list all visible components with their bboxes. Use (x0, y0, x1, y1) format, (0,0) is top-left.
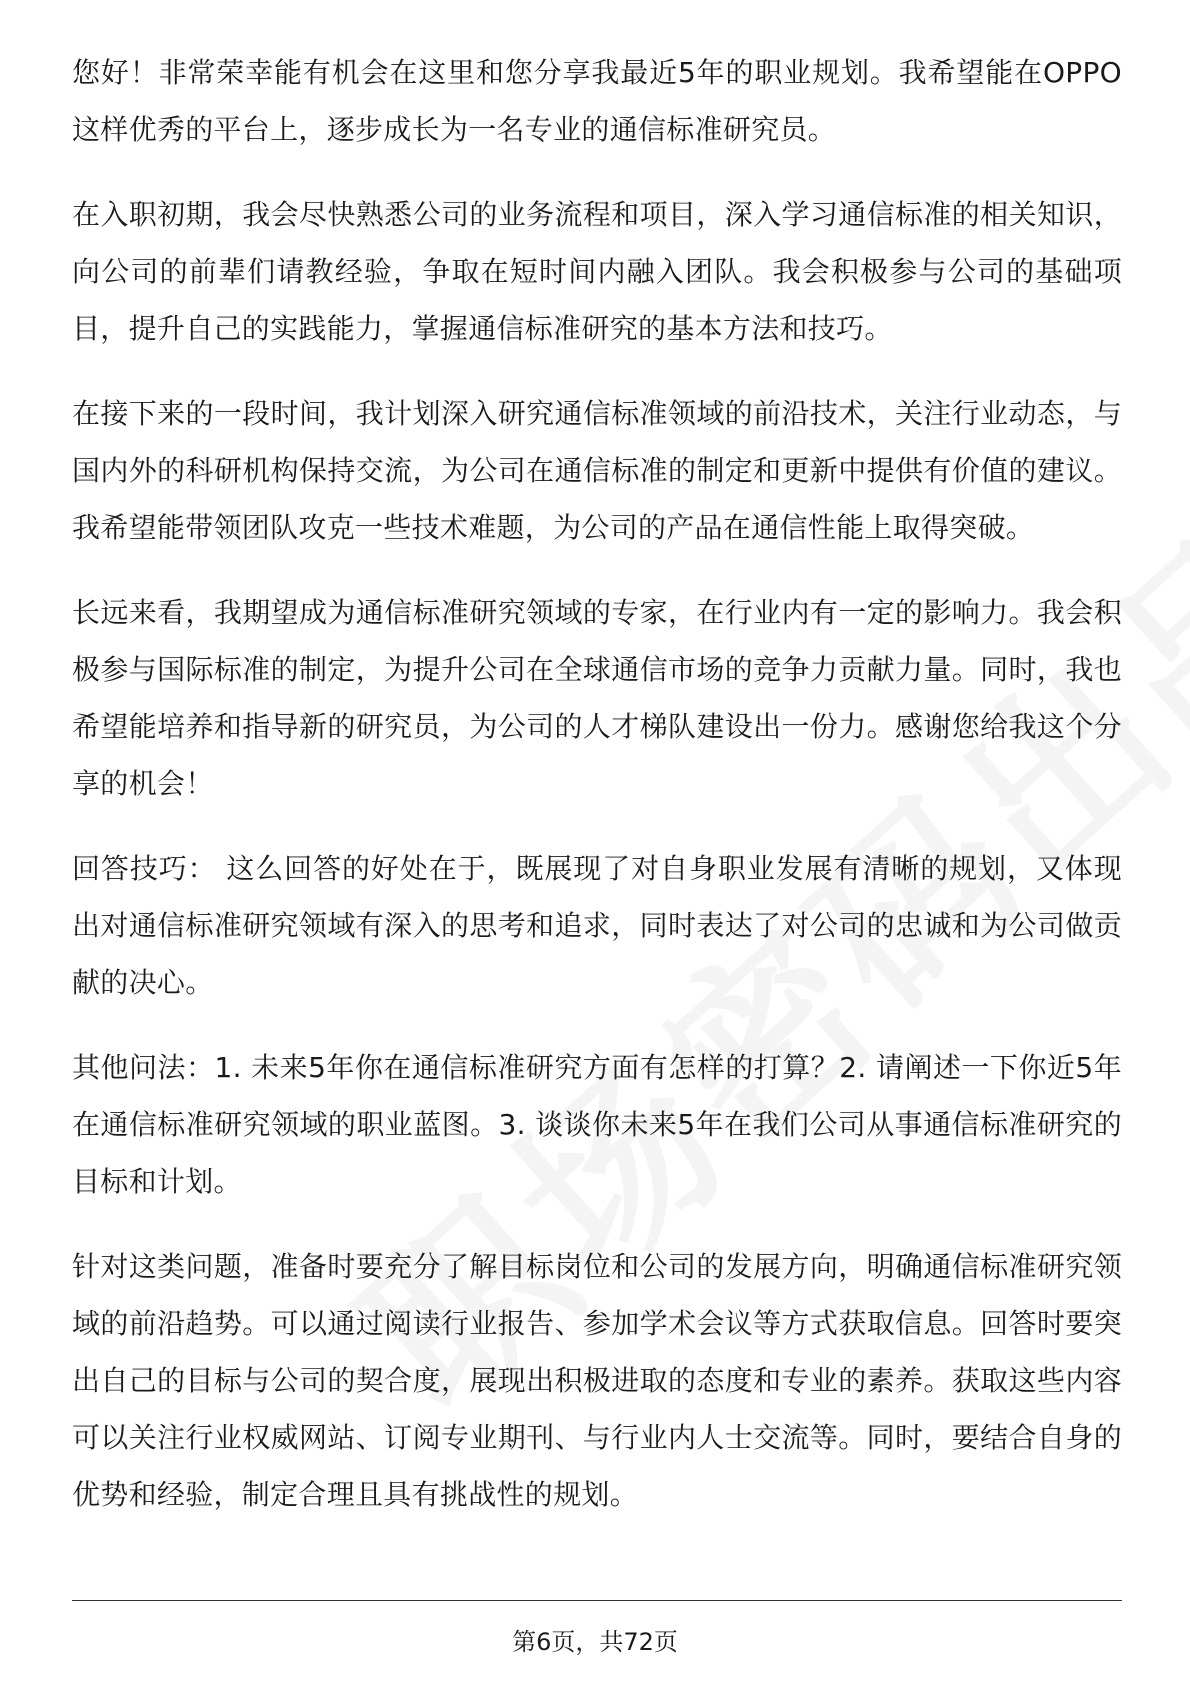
paragraph-alternative-questions: 其他问法：1. 未来5年你在通信标准研究方面有怎样的打算？2. 请阐述一下你近5年在通信标准研究领域的职业蓝图。3. 谈谈你未来5年在我们公司从事通信标准研究的目标和计划。 (72, 1051, 1122, 1198)
paragraph-intro: 您好！非常荣幸能有机会在这里和您分享我最近5年的职业规划。我希望能在OPPO这样优秀的平台上，逐步成长为一名专业的通信标准研究员。 (72, 56, 1122, 146)
document-body (72, 44, 1122, 1551)
paragraph-early-stage: 在入职初期，我会尽快熟悉公司的业务流程和项目，深入学习通信标准的相关知识，向公司的前辈们请教经验，争取在短时间内融入团队。我会积极参与公司的基础项目，提升自己的实践能力，掌握通信标准研究的基本方法和技巧。 (72, 198, 1122, 345)
page-number: 第6页，共72页 (512, 1628, 678, 1656)
paragraph-preparation-advice: 针对这类问题，准备时要充分了解目标岗位和公司的发展方向，明确通信标准研究领域的前沿趋势。可以通过阅读行业报告、参加学术会议等方式获取信息。回答时要突出自己的目标与公司的契合度，展现出积极进取的态度和专业的素养。获取这些内容可以关注行业权威网站、订阅专业期刊、与行业内人士交流等。同时，要结合自身的优势和经验，制定合理且具有挑战性的规划。 (72, 1250, 1122, 1511)
paragraph-long-term: 长远来看，我期望成为通信标准研究领域的专家，在行业内有一定的影响力。我会积极参与国际标准的制定，为提升公司在全球通信市场的竞争力贡献力量。同时，我也希望能培养和指导新的研究员，为公司的人才梯队建设出一份力。感谢您给我这个分享的机会！ (72, 596, 1122, 800)
footer-divider (72, 1600, 1122, 1601)
paragraph-mid-stage: 在接下来的一段时间，我计划深入研究通信标准领域的前沿技术，关注行业动态，与国内外的科研机构保持交流，为公司在通信标准的制定和更新中提供有价值的建议。我希望能带领团队攻克一些技术难题，为公司的产品在通信性能上取得突破。 (72, 397, 1122, 544)
paragraph-answer-tips: 回答技巧： 这么回答的好处在于，既展现了对自身职业发展有清晰的规划，又体现出对通信标准研究领域有深入的思考和追求，同时表达了对公司的忠诚和为公司做贡献的决心。 (72, 852, 1122, 999)
